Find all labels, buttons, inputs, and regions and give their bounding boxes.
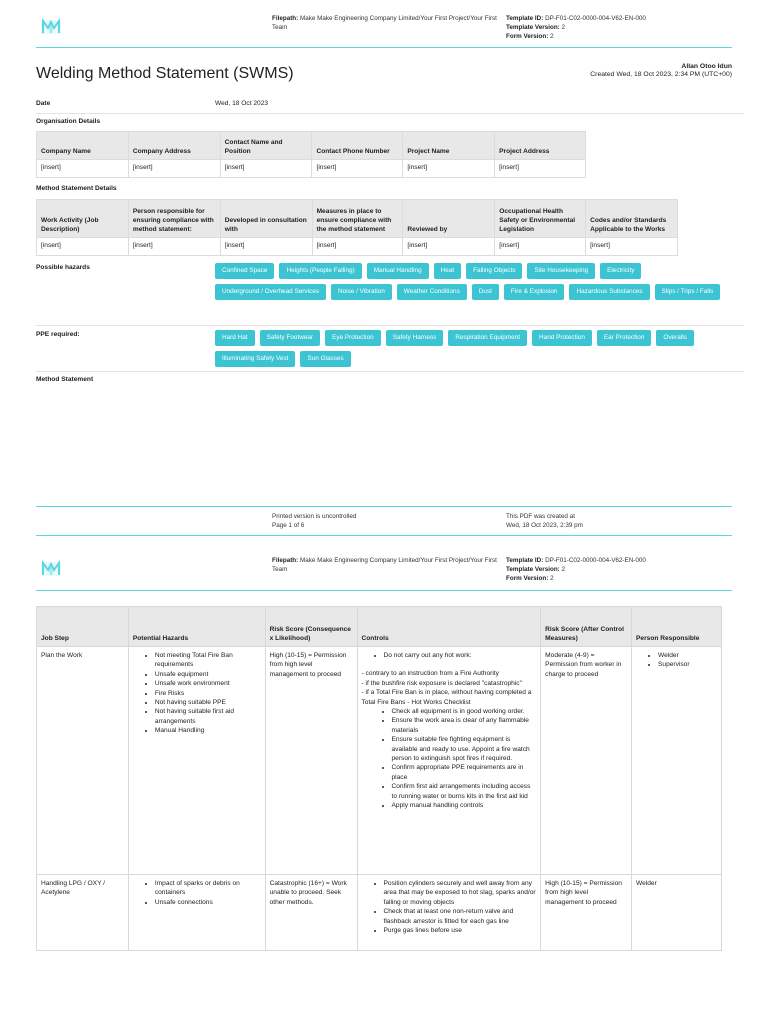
divider (36, 325, 744, 326)
list-item: • Unsafe work environment (155, 679, 261, 688)
table-row (37, 647, 722, 875)
controls-cell (357, 875, 541, 951)
list-item: • Apply manual handling controls (392, 801, 537, 810)
list-item: • Check all equipment is in good working order. (392, 707, 537, 716)
hazard-chip[interactable]: Site Housekeeping (527, 263, 595, 279)
ppe-chip[interactable]: Respiration Equipment (448, 330, 527, 346)
column-header: Risk Score (Consequence x Likelihood) (265, 607, 357, 647)
column-header: Measures in place to ensure compliance with the method statement (312, 200, 403, 238)
list-item: • Confirm first aid arrangements including access to running water or burns kits in the first aid kid (392, 782, 537, 801)
person-responsible-cell: Welder (632, 875, 722, 951)
table-header-row (37, 200, 678, 238)
table-cell: [insert] (403, 238, 495, 256)
ppe-chip[interactable]: Sun Glasses (300, 351, 350, 367)
hazard-chip[interactable]: Fire & Explosion (504, 284, 565, 300)
table-row (37, 875, 722, 951)
header-divider (36, 590, 732, 591)
list-item: • Not having suitable first aid arrangements (155, 707, 261, 726)
table-cell: [insert] (403, 160, 495, 178)
list-item: • Confirm appropriate PPE requirements are in place (392, 763, 537, 782)
company-logo-icon (40, 16, 62, 38)
job-step-cell: Handling LPG / OXY / Acetylene (37, 875, 129, 951)
person-responsible-cell (632, 647, 722, 875)
page-title: Welding Method Statement (SWMS) (36, 65, 294, 82)
list-item: • Do not carry out any hot work: (384, 651, 537, 660)
table-cell: [insert] (495, 160, 586, 178)
method-statement-label: Method Statement (36, 376, 94, 383)
column-header: Project Name (403, 132, 495, 160)
template-info: Template ID: DP-F01-C02-0000-004-V62-EN-000 Template Version: 2 Form Version: 2 (506, 15, 646, 40)
hazard-chip[interactable]: Heights (People Falling) (279, 263, 361, 279)
hazard-chip[interactable]: Heat (434, 263, 462, 279)
column-header: Risk Score (After Control Measures) (541, 607, 632, 647)
divider (36, 371, 744, 372)
list-item: • Not meeting Total Fire Ban requirements (155, 651, 261, 670)
list-item: • Ensure the work area is clear of any flammable materials (392, 716, 537, 735)
column-header: Person Responsible (632, 607, 722, 647)
column-header: Developed in consultation with (220, 200, 312, 238)
filepath: Filepath: Make Make Engineering Company Limited/Your First Project/Your First Team (272, 15, 497, 31)
column-header: Reviewed by (403, 200, 495, 238)
uncontrolled-note: Printed version is uncontrolled Page 1 of 6 (272, 513, 357, 529)
page-header (36, 14, 732, 54)
table-cell: [insert] (586, 238, 678, 256)
table-cell: [insert] (128, 160, 220, 178)
hazard-chip[interactable]: Confined Space (215, 263, 274, 279)
column-header: Company Name (37, 132, 129, 160)
pdf-created-note: This PDF was created at Wed, 18 Oct 2023, 2:39 pm (506, 513, 583, 529)
ppe-chip[interactable]: Ear Protection (597, 330, 652, 346)
hazards-cell (128, 875, 265, 951)
list-item: • Supervisor (658, 660, 717, 669)
hazard-chip[interactable]: Electricity (600, 263, 641, 279)
ppe-chip[interactable]: Safety Footwear (260, 330, 321, 346)
table-cell: [insert] (312, 160, 403, 178)
method-details-table (36, 199, 678, 256)
filepath: Filepath: Make Make Engineering Company Limited/Your First Project/Your First Team (272, 557, 497, 573)
column-header: Codes and/or Standards Applicable to the Works (586, 200, 678, 238)
template-info: Template ID: DP-F01-C02-0000-004-V62-EN-000 Template Version: 2 Form Version: 2 (506, 557, 646, 582)
ppe-chip[interactable]: Hard Hat (215, 330, 255, 346)
method-details-heading: Method Statement Details (36, 185, 117, 192)
after-risk-score-cell: Moderate (4-9) = Permission from worker in charge to proceed (541, 647, 632, 875)
company-logo-icon (40, 558, 62, 580)
column-header: Contact Name and Position (220, 132, 312, 160)
list-item: • Impact of sparks or debris on containers (155, 879, 261, 898)
ppe-chip[interactable]: Overalls (656, 330, 693, 346)
ppe-chip-list (215, 330, 735, 367)
table-row (37, 238, 678, 256)
list-item: • Welder (658, 651, 717, 660)
header-divider (36, 47, 732, 48)
ppe-chip[interactable]: Hand Protection (532, 330, 592, 346)
hazards-chip-list (215, 263, 735, 300)
hazard-chip[interactable]: Dust (472, 284, 499, 300)
list-item: • Manual Handling (155, 726, 261, 735)
list-item: • Not having suitable PPE (155, 698, 261, 707)
table-cell: [insert] (37, 238, 129, 256)
date-label: Date (36, 100, 51, 107)
hazard-chip[interactable]: Manual Handling (367, 263, 429, 279)
ppe-chip[interactable]: Illuminating Safety Vest (215, 351, 295, 367)
controls-text: - contrary to an instruction from a Fire Authority - if the bushfire risk exposure is declared "catastrophic" - if a Total Fire Ban is in place, without having completed a Total Fire Bans - Hot Works Checklist (361, 670, 532, 706)
column-header: Project Address (495, 132, 586, 160)
table-cell: [insert] (37, 160, 129, 178)
table-header-row (37, 132, 586, 160)
after-risk-score-cell: High (10-15) = Permission from high level management to proceed (541, 875, 632, 951)
controls-cell (357, 647, 541, 875)
column-header: Job Step (37, 607, 129, 647)
hazard-chip[interactable]: Hazardous Substances (569, 284, 649, 300)
hazard-chip[interactable]: Weather Conditions (397, 284, 467, 300)
hazards-label: Possible hazards (36, 264, 90, 271)
list-item: • Position cylinders securely and well away from any area that may be exposed to hot slag, sparks and/or falling or moving objects (384, 879, 537, 907)
hazard-chip[interactable]: Slips / Trips / Falls (655, 284, 721, 300)
hazards-cell (128, 647, 265, 875)
table-cell: [insert] (220, 238, 312, 256)
list-item: • Ensure suitable fire fighting equipment is available and ready to use. Appoint a fire watch person to extinguish spot fires if required. (392, 735, 537, 763)
job-step-cell: Plan the Work (37, 647, 129, 875)
hazard-chip[interactable]: Underground / Overhead Services (215, 284, 326, 300)
ppe-label: PPE required: (36, 331, 80, 338)
risk-score-cell: Catastrophic (16+) = Work unable to proceed. Seek other methods. (265, 875, 357, 951)
organisation-table (36, 131, 586, 178)
list-item: • Unsafe connections (155, 898, 261, 907)
footer-divider (36, 506, 732, 507)
ppe-chip[interactable]: Eye Protection (325, 330, 381, 346)
author-info: Allan Otoo Idun Created Wed, 18 Oct 2023, 2:34 PM (UTC+00) (590, 63, 732, 78)
column-header: Potential Hazards (128, 607, 265, 647)
list-item: • Fire Risks (155, 689, 261, 698)
list-item: • Purge gas lines before use (384, 926, 537, 935)
risk-score-cell: High (10-15) = Permission from high level management to proceed (265, 647, 357, 875)
ppe-chip[interactable]: Safety Harness (386, 330, 444, 346)
page-number: Page 1 of 6 (272, 522, 305, 529)
page-break-divider (36, 535, 732, 536)
hazard-chip[interactable]: Noise / Vibration (331, 284, 392, 300)
column-header: Occupational Health Safety or Environmental Legislation (495, 200, 586, 238)
table-cell: [insert] (128, 238, 220, 256)
column-header: Company Address (128, 132, 220, 160)
table-header-row (37, 607, 722, 647)
table-cell: [insert] (495, 238, 586, 256)
list-item: • Unsafe equipment (155, 670, 261, 679)
table-cell: [insert] (220, 160, 312, 178)
date-value: Wed, 18 Oct 2023 (215, 100, 269, 107)
column-header: Work Activity (Job Description) (37, 200, 129, 238)
hazard-chip[interactable]: Falling Objects (466, 263, 522, 279)
table-cell: [insert] (312, 238, 403, 256)
column-header: Person responsible for ensuring compliance with method statement: (128, 200, 220, 238)
divider (36, 113, 744, 114)
organisation-heading: Organisation Details (36, 118, 101, 125)
risk-assessment-table (36, 606, 722, 951)
table-row (37, 160, 586, 178)
list-item: • Check that at least one non-return valve and flashback arrestor is fitted for each gas line (384, 907, 537, 926)
column-header: Contact Phone Number (312, 132, 403, 160)
column-header: Controls (357, 607, 541, 647)
